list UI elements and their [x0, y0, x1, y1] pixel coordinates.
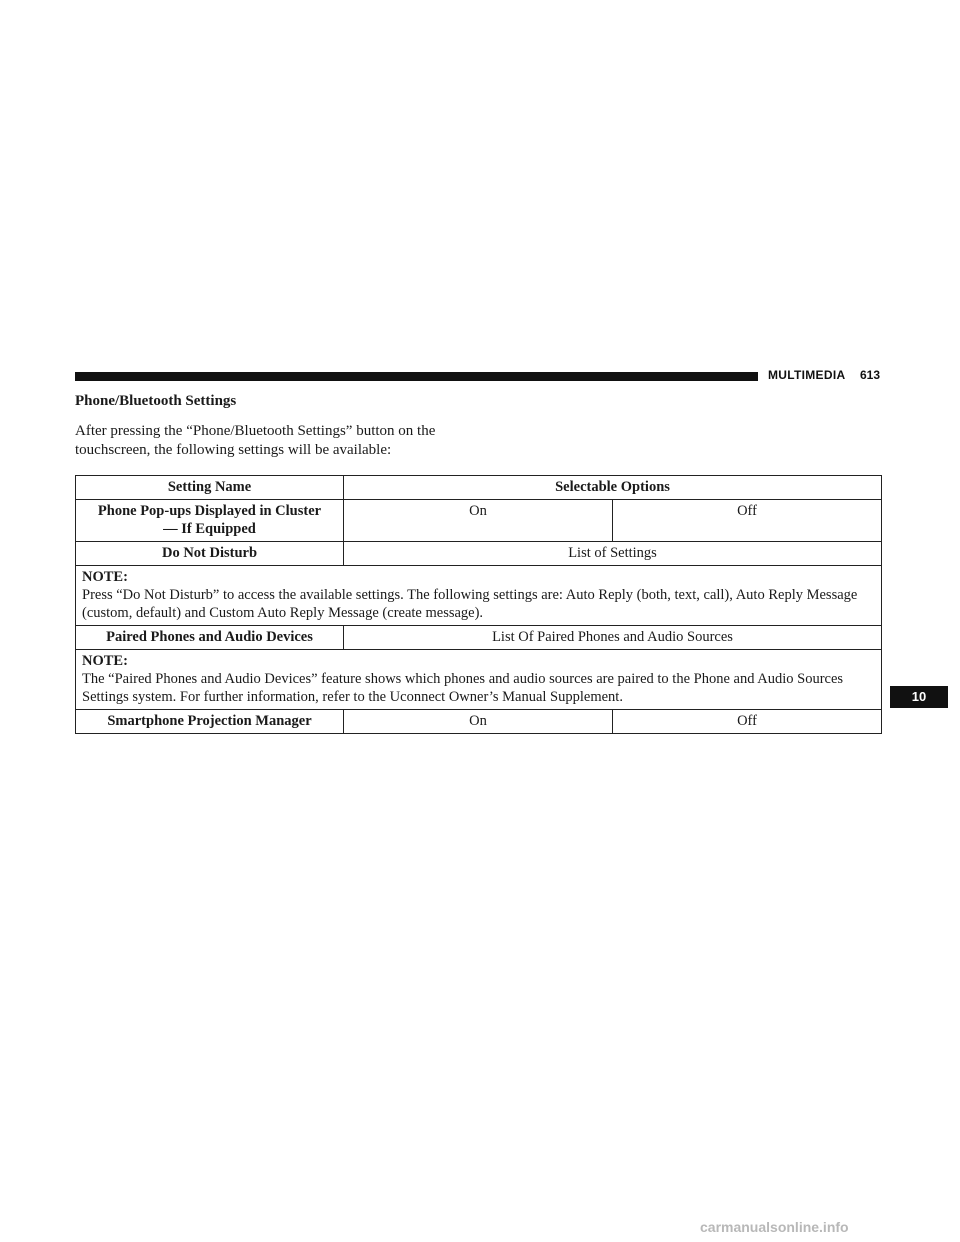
note-text: The “Paired Phones and Audio Devices” feature shows which phones and audio sources are paired to the Phone and Audio Sources Settings system. For further information, refer to the Uconnect Owner’s Manual Supplement. — [82, 671, 844, 705]
setting-name: Do Not Disturb — [76, 542, 344, 566]
column-header-options: Selectable Options — [344, 476, 882, 500]
table-row — [76, 542, 882, 566]
setting-name: Smartphone Projection Manager — [76, 710, 344, 734]
setting-name — [76, 500, 344, 542]
table-note-row — [76, 650, 882, 710]
header-section-title: MULTIMEDIA — [768, 368, 846, 382]
table-row — [76, 626, 882, 650]
intro-paragraph: After pressing the “Phone/Bluetooth Settings” button on the touchscreen, the following settings will be available: — [75, 423, 436, 458]
section-title: Phone/Bluetooth Settings — [75, 393, 237, 409]
settings-table — [75, 475, 882, 734]
note-label: NOTE: — [82, 653, 128, 669]
page-number: 613 — [860, 368, 881, 382]
table-row — [76, 500, 882, 542]
note-cell — [76, 650, 882, 710]
table-header-row — [76, 476, 882, 500]
setting-name-line: Phone Pop-ups Displayed in Cluster — [97, 503, 322, 519]
note-label: NOTE: — [82, 569, 128, 585]
note-text: Press “Do Not Disturb” to access the available settings. The following settings are: Auto Reply (both, text, call), Auto Reply Message (custom, default) and Custom Auto Reply Message (create message). — [82, 587, 858, 621]
note-cell — [76, 566, 882, 626]
column-header-setting: Setting Name — [76, 476, 344, 500]
table-row — [76, 710, 882, 734]
option-value: List Of Paired Phones and Audio Sources — [344, 626, 882, 650]
watermark: carmanualsonline.info — [700, 1219, 849, 1235]
setting-name: Paired Phones and Audio Devices — [76, 626, 344, 650]
option-off: Off — [613, 500, 882, 542]
option-off: Off — [613, 710, 882, 734]
setting-name-line: — If Equipped — [163, 521, 256, 537]
chapter-tab: 10 — [890, 686, 948, 708]
option-on: On — [344, 500, 613, 542]
table-note-row — [76, 566, 882, 626]
option-on: On — [344, 710, 613, 734]
header-rule — [75, 372, 758, 381]
option-value: List of Settings — [344, 542, 882, 566]
